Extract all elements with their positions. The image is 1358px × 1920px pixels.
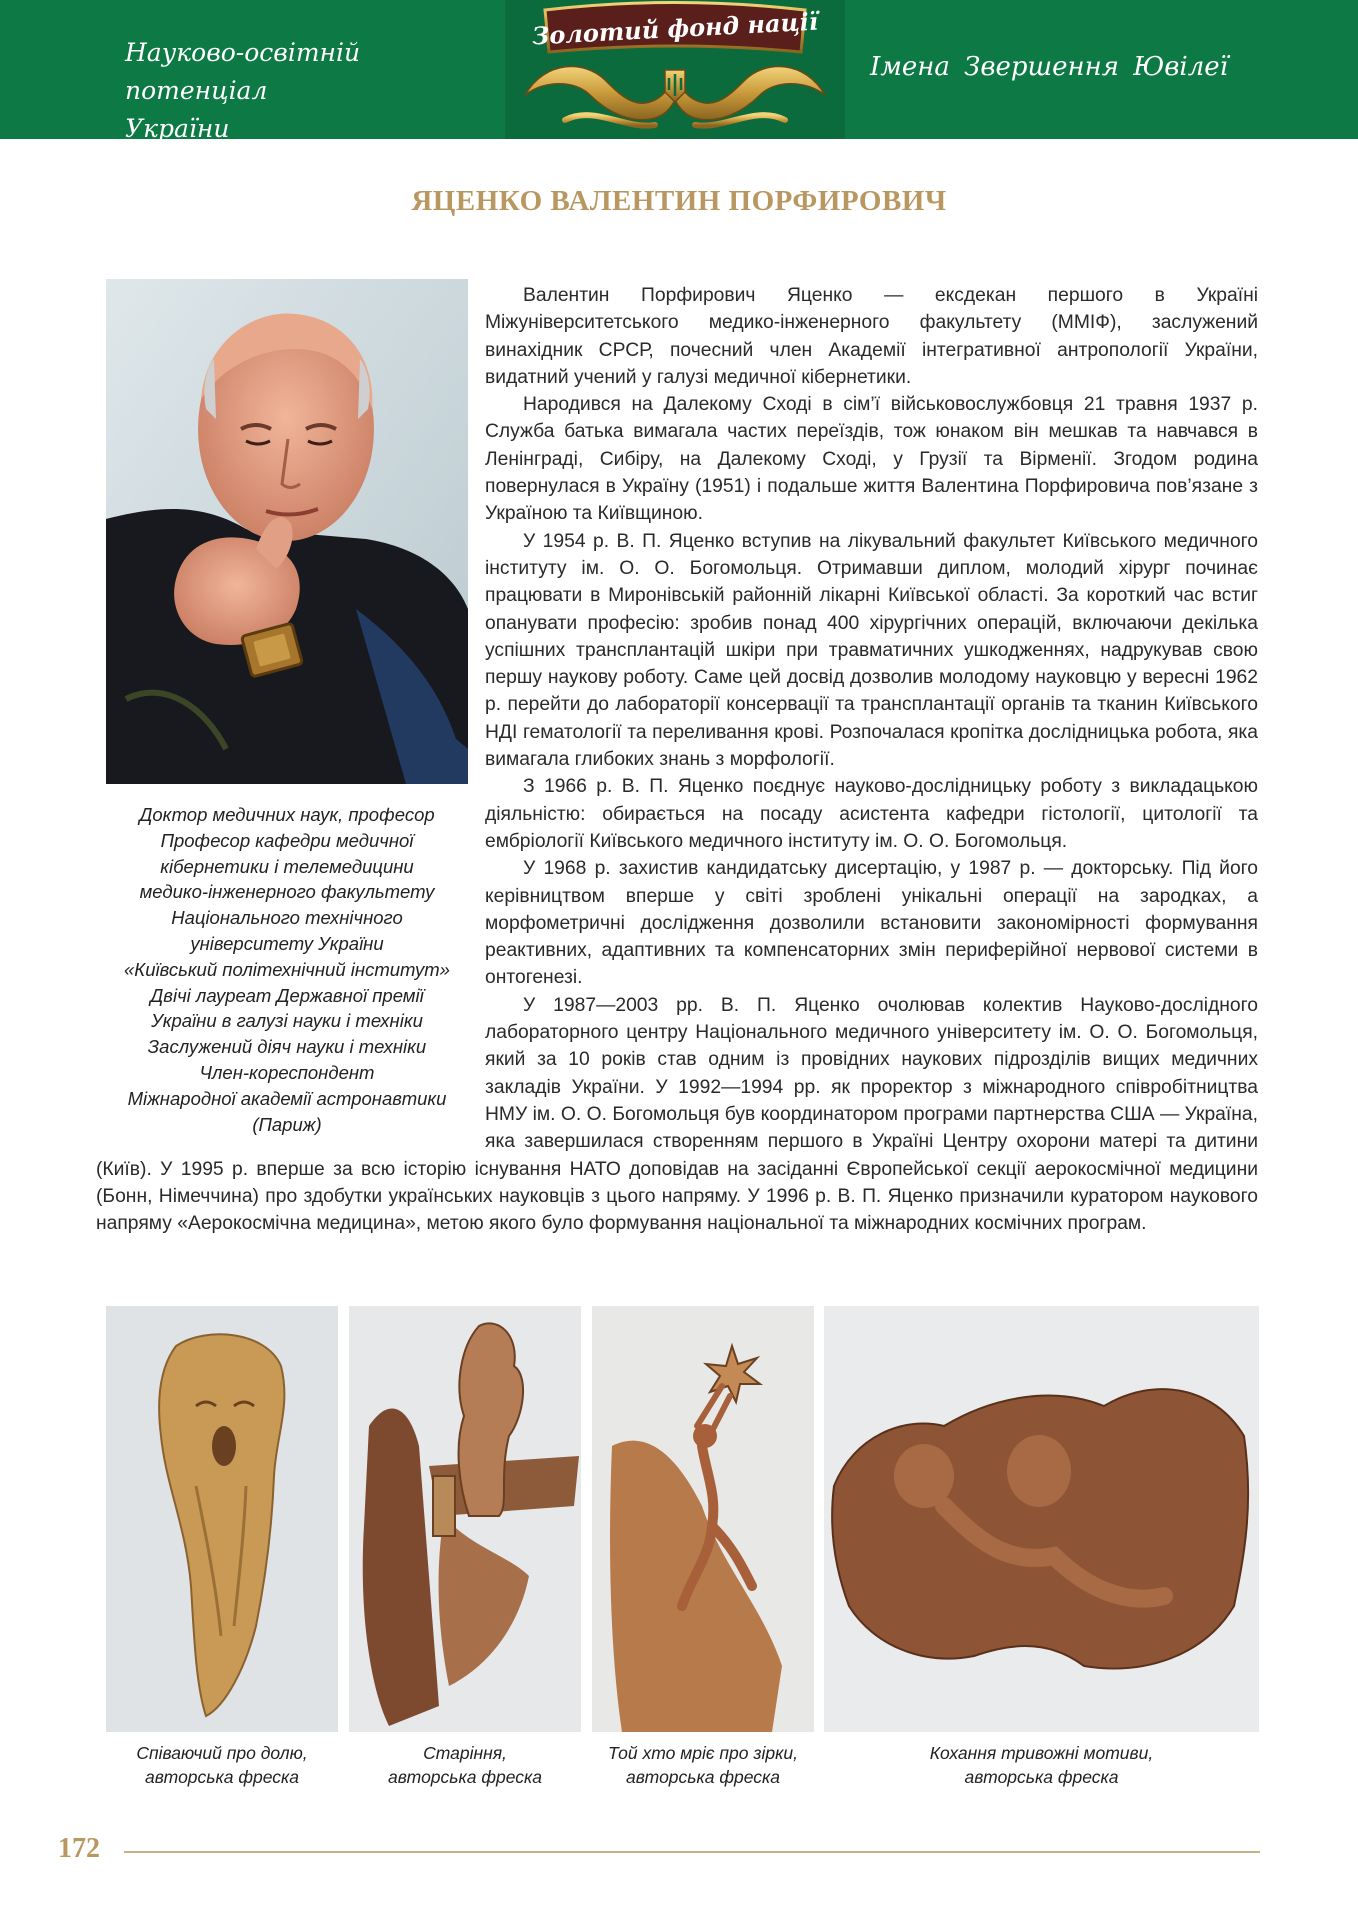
photo-caption <box>824 1741 1259 1789</box>
photo-caption-type: авторська фреска <box>145 1767 299 1787</box>
sculpture-photo-love <box>824 1306 1259 1732</box>
caption-line: кібернетики і телемедицини <box>160 855 414 877</box>
sculpture-photo-singing <box>106 1306 338 1732</box>
caption-line: Член-кореспондент <box>199 1061 375 1083</box>
header-right-title: Імена Звершення Ювілеї <box>870 52 1228 82</box>
caption-line: Заслужений діяч науки і техніки <box>147 1036 427 1058</box>
caption-line: медико-інженерного факультету <box>139 881 435 903</box>
paragraph: У 1968 р. захистив кандидатську дисертацію, у 1987 р. — докторську. Під його керівництвом вперше у світі зроблені унікальні операції на зародках, а морфометричні дослідження дозволили встановити закономірності формування реактивних, адаптивних та компенсаторних змін периферійної нервової системи в онтогенезі. <box>485 858 1258 989</box>
caption-line: Міжнародної академії астронавтики <box>127 1087 447 1109</box>
photo-caption <box>349 1741 581 1789</box>
paragraph: У 1954 р. В. П. Яценко вступив на лікувальний факультет Київського медичного інституту ім. О. О. Богомольця. Отримавши диплом, молодий хірург починає працювати в Миронівській районній лікарні Київської області. За короткий час встиг опанувати професію: зробив понад 400 хірургічних операцій, включаючи декілька успішних трансплантацій шкіри при травматичних ушкодженнях, надрукував свою першу наукову роботу. Саме цей досвід дозволив молодому науковцю у вересні 1962 р. перейти до лабораторії консервації та трансплантації органів та тканин Київського НДІ гематології та переливання крові. Розпочалася кропітка дослідницька робота, яка вимагала глибоких знань з морфології. <box>485 530 1258 771</box>
caption-line: Професор кафедри медичної <box>160 829 414 851</box>
emblem-title: Золотий фонд нації <box>531 6 819 51</box>
page-header <box>0 0 1358 143</box>
article-body <box>96 282 1258 1237</box>
caption-line: (Париж) <box>252 1113 322 1135</box>
header-left-line1: Науково-освітній <box>125 38 361 67</box>
photo-caption <box>106 1741 338 1789</box>
caption-line: України в галузі науки і техніки <box>151 1010 423 1032</box>
photo-caption-type: авторська фреска <box>388 1767 542 1787</box>
page-title: ЯЦЕНКО ВАЛЕНТИН ПОРФИРОВИЧ <box>411 185 947 217</box>
header-left-title <box>125 34 365 148</box>
page-number: 172 <box>58 1833 100 1864</box>
gold-fund-emblem <box>505 0 845 139</box>
caption-line: університету України <box>190 932 384 954</box>
footer-rule <box>124 1851 1260 1853</box>
header-left-line2: потенціал України <box>125 76 268 143</box>
paragraph: З 1966 р. В. П. Яценко поєднує науково-дослідницьку роботу з викладацькою діяльністю: обирається на посаду асистента кафедри гістології, цитології та ембріології Київського медичного інституту ім. О. О. Богомольця. <box>485 776 1258 852</box>
caption-line: Двічі лауреат Державної премії <box>150 984 424 1006</box>
photo-caption-title: Той хто мріє про зірки, <box>608 1743 798 1763</box>
paragraph: Народився на Далекому Сході в сім’ї військовослужбовця 21 травня 1937 р. Служба батька вимагала частих переїздів, тож юнаком він мешкав та навчався в Ленінграді, Сибіру, на Далекому Сході, у Грузії та Вірменії. Згодом родина повернулася в Україну (1951) і подальше життя Валентина Порфировича пов’язане з Україною та Київщиною. <box>485 394 1258 525</box>
paragraph: У 1987—2003 рр. В. П. Яценко очолював колектив Науково-дослідного лабораторного центру Національного медичного університету ім. О. О. Богомольця, який за 10 років став одним із провідних наукових підрозділів вищих медичних закладів України. У 1992—1994 рр. як проректор з міжнародного співробітництва НМУ ім. О. О. Богомольця був координатором програми партнерства США — Україна, яка завершилася створенням першого в Україні Центру охорони матері та дитини (Київ). У 1995 р. вперше за всю історію існування НАТО доповідав на засіданні Європейської секції аерокосмічної медицини (Бонн, Німеччина) про здобутки українських науковців з цього напряму. У 1996 р. В. П. Яценко призначили куратором наукового напряму «Аерокосмічна медицина», метою якого було формування національної та міжнародних космічних програм. <box>96 994 1258 1235</box>
caption-line: Національного технічного <box>171 907 403 929</box>
sculpture-photo-aging <box>349 1306 581 1732</box>
photo-caption-title: Старіння, <box>423 1743 507 1763</box>
photo-caption <box>592 1741 814 1789</box>
caption-line: Доктор медичних наук, професор <box>139 804 435 825</box>
photo-caption-title: Співаючий про долю, <box>136 1743 308 1763</box>
caption-line: «Київський політехнічний інститут» <box>124 958 450 980</box>
photo-caption-type: авторська фреска <box>964 1767 1119 1787</box>
portrait-column-spacer <box>96 282 485 1144</box>
photo-caption-title: Кохання тривожні мотиви, <box>929 1743 1154 1763</box>
paragraph: Валентин Порфирович Яценко — ексдекан першого в Україні Міжуніверситетського медико-інженерного факультету (ММІФ), заслужений винахідник СРСР, почесний член Академії інтегративної антропології України, видатний учений у галузі медичної кібернетики. <box>485 285 1258 388</box>
photo-caption-type: авторська фреска <box>626 1767 780 1787</box>
sculpture-photo-dreamer <box>592 1306 814 1732</box>
